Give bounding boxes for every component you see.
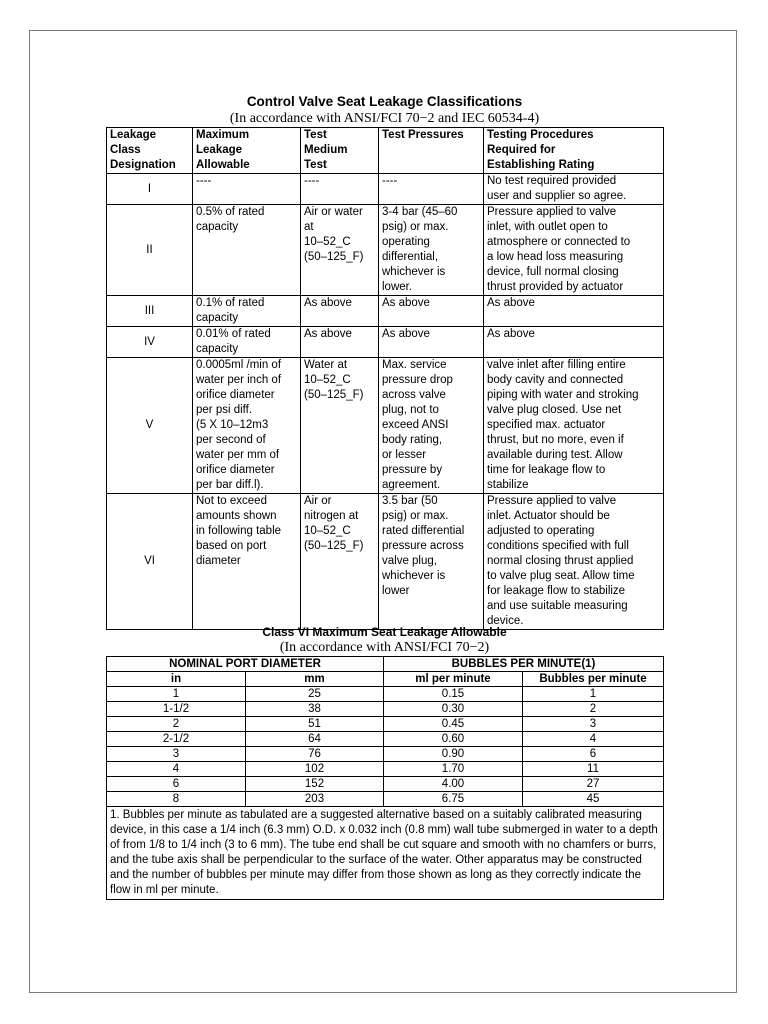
header-ml-per-minute: ml per minute [384,672,523,687]
ml-cell: 0.30 [384,702,523,717]
header-bubbles-per-minute: BUBBLES PER MINUTE(1) [384,657,664,672]
class-cell: III [107,296,193,327]
header-mm: mm [246,672,384,687]
medium-cell: Air or water at 10–52_C (50–125_F) [301,205,379,296]
pressure-cell: As above [379,327,484,358]
table1-title: Control Valve Seat Leakage Classifications [246,94,523,109]
footnote-row [107,807,664,900]
pressure-cell: ---- [379,174,484,205]
procedure-cell: Pressure applied to valve inlet, with outlet open to atmosphere or connected to a low head loss measuring device, full normal closing thrust provided by actuator [484,205,664,296]
table-row [107,792,664,807]
table1-subtitle: (In accordance with ANSI/FCI 70−2 and IEC 60534-4) [229,111,540,126]
table-header-row [107,128,664,174]
pressure-cell: As above [379,296,484,327]
bubbles-cell: 45 [523,792,664,807]
medium-cell: As above [301,327,379,358]
group-header-row [107,657,664,672]
header-max-leakage: Maximum Leakage Allowable [193,128,301,174]
table-row [107,494,664,630]
table-row [107,205,664,296]
table-row [107,717,664,732]
table-row [107,358,664,494]
table-row [107,296,664,327]
bubbles-cell: 3 [523,717,664,732]
leakage-cell: 0.5% of rated capacity [193,205,301,296]
mm-cell: 25 [246,687,384,702]
mm-cell: 76 [246,747,384,762]
header-bubbles: Bubbles per minute [523,672,664,687]
pressure-cell: 3.5 bar (50 psig) or max. rated differential pressure across valve plug, whichever is lower [379,494,484,630]
procedure-cell: valve inlet after filling entire body cavity and connected piping with water and stroking valve plug closed. Use net specified max. actuator thrust, but no more, even if available during test. Allow time for leakage flow to stabilize [484,358,664,494]
in-cell: 8 [107,792,246,807]
ml-cell: 0.15 [384,687,523,702]
mm-cell: 64 [246,732,384,747]
in-cell: 2-1/2 [107,732,246,747]
leakage-cell: 0.01% of rated capacity [193,327,301,358]
leakage-cell: 0.0005ml /min of water per inch of orifice diameter per psi diff. (5 X 10–12m3 per second of water per mm of orifice diameter per bar diff.l). [193,358,301,494]
class-cell: VI [107,494,193,630]
table2-title: Class VI Maximum Seat Leakage Allowable [262,625,507,639]
header-testing-procedures: Testing Procedures Required for Establishing Rating [484,128,664,174]
table-row [107,747,664,762]
table-row [107,327,664,358]
table-row [107,777,664,792]
table-row [107,732,664,747]
medium-cell: ---- [301,174,379,205]
mm-cell: 203 [246,792,384,807]
class-cell: V [107,358,193,494]
table2-subtitle: (In accordance with ANSI/FCI 70−2) [279,640,490,655]
header-test-pressures: Test Pressures [379,128,484,174]
table-row [107,687,664,702]
in-cell: 3 [107,747,246,762]
class-cell: IV [107,327,193,358]
ml-cell: 4.00 [384,777,523,792]
sub-header-row [107,672,664,687]
class-cell: I [107,174,193,205]
bubbles-cell: 11 [523,762,664,777]
mm-cell: 102 [246,762,384,777]
mm-cell: 51 [246,717,384,732]
procedure-cell: As above [484,296,664,327]
header-test-medium: Test Medium Test [301,128,379,174]
in-cell: 1-1/2 [107,702,246,717]
leakage-cell: Not to exceed amounts shown in following table based on port diameter [193,494,301,630]
procedure-cell: No test required provided user and supplier so agree. [484,174,664,205]
in-cell: 6 [107,777,246,792]
bubbles-cell: 1 [523,687,664,702]
medium-cell: Air or nitrogen at 10–52_C (50–125_F) [301,494,379,630]
leakage-cell: ---- [193,174,301,205]
medium-cell: Water at 10–52_C (50–125_F) [301,358,379,494]
class-vi-leakage-table [106,656,664,900]
bubbles-cell: 6 [523,747,664,762]
procedure-cell: Pressure applied to valve inlet. Actuator should be adjusted to operating conditions specified with full normal closing thrust applied to valve plug seat. Allow time for leakage flow to stabilize and use suitable measuring device. [484,494,664,630]
header-in: in [107,672,246,687]
in-cell: 1 [107,687,246,702]
header-nominal-port-diameter: NOMINAL PORT DIAMETER [107,657,384,672]
footnote: 1. Bubbles per minute as tabulated are a suggested alternative based on a suitably calibrated measuring device, in this case a 1/4 inch (6.3 mm) O.D. x 0.032 inch (0.8 mm) wall tube submerged in water to a depth of from 1/8 to 1/4 inch (3 to 6 mm). The tube end shall be cut square and smooth with no chamfers or burrs, and the tube axis shall be perpendicular to the surface of the water. Other apparatus may be constructed and the number of bubbles per minute may differ from those shown as long as they correctly indicate the flow in ml per minute. [107,807,664,900]
bubbles-cell: 2 [523,702,664,717]
ml-cell: 0.45 [384,717,523,732]
leakage-class-table [106,127,664,630]
class-cell: II [107,205,193,296]
ml-cell: 0.90 [384,747,523,762]
table-row [107,174,664,205]
medium-cell: As above [301,296,379,327]
ml-cell: 0.60 [384,732,523,747]
pressure-cell: Max. service pressure drop across valve plug, not to exceed ANSI body rating, or lesser pressure by agreement. [379,358,484,494]
bubbles-cell: 27 [523,777,664,792]
in-cell: 2 [107,717,246,732]
in-cell: 4 [107,762,246,777]
table-row [107,702,664,717]
ml-cell: 6.75 [384,792,523,807]
bubbles-cell: 4 [523,732,664,747]
procedure-cell: As above [484,327,664,358]
ml-cell: 1.70 [384,762,523,777]
mm-cell: 152 [246,777,384,792]
leakage-cell: 0.1% of rated capacity [193,296,301,327]
header-class-designation: Leakage Class Designation [107,128,193,174]
pressure-cell: 3-4 bar (45–60 psig) or max. operating differential, whichever is lower. [379,205,484,296]
mm-cell: 38 [246,702,384,717]
table-row [107,762,664,777]
